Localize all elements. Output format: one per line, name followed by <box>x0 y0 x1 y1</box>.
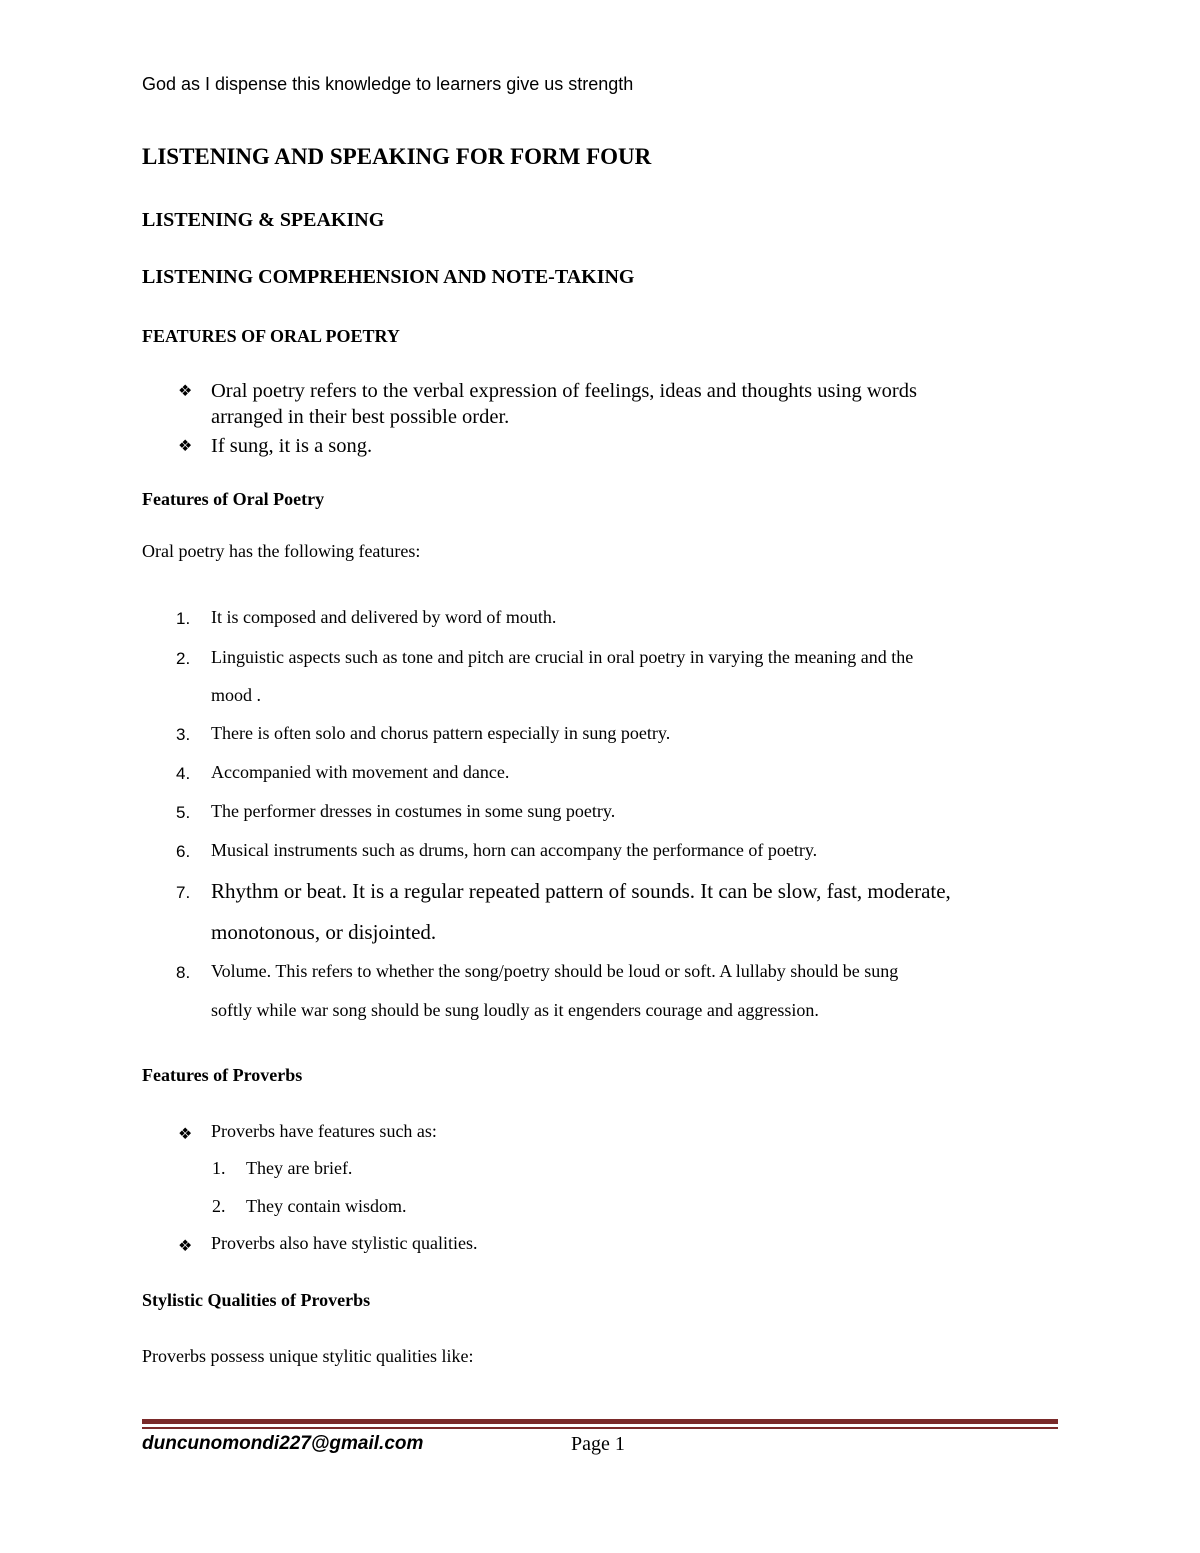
list-item: Linguistic aspects such as tone and pitch are crucial in oral poetry in varying the meaning and the <box>211 647 914 667</box>
features-heading: Features of Oral Poetry <box>142 489 325 509</box>
list-item: The performer dresses in costumes in some sung poetry. <box>211 801 616 821</box>
list-item: Proverbs have features such as: <box>211 1121 437 1141</box>
list-number: 7. <box>176 883 191 902</box>
list-item: Rhythm or beat. It is a regular repeated pattern of sounds. It can be slow, fast, moderate, <box>211 879 951 903</box>
subtitle-listening-comprehension: LISTENING COMPREHENSION AND NOTE-TAKING <box>142 266 635 288</box>
list-number: 6. <box>176 842 191 861</box>
list-number: 1. <box>212 1158 226 1178</box>
list-number: 8. <box>176 963 191 982</box>
list-item: There is often solo and chorus pattern especially in sung poetry. <box>211 723 671 743</box>
footer-divider-thick <box>142 1419 1058 1424</box>
page-number: Page 1 <box>571 1433 625 1455</box>
list-item: If sung, it is a song. <box>211 435 373 457</box>
list-item: It is composed and delivered by word of mouth. <box>211 607 557 627</box>
list-number: 1. <box>176 609 191 628</box>
list-number: 4. <box>176 764 191 783</box>
list-item: They are brief. <box>246 1158 353 1178</box>
list-item-continuation: arranged in their best possible order. <box>211 406 510 428</box>
list-number: 3. <box>176 725 191 744</box>
footer-email: duncunomondi227@gmail.com <box>142 1433 424 1454</box>
list-item: Oral poetry refers to the verbal expression of feelings, ideas and thoughts using words <box>211 380 917 402</box>
list-number: 2. <box>212 1196 226 1216</box>
section-heading-oral-poetry: FEATURES OF ORAL POETRY <box>142 326 400 346</box>
list-number: 5. <box>176 803 191 822</box>
list-item: Musical instruments such as drums, horn can accompany the performance of poetry. <box>211 840 818 860</box>
list-number: 2. <box>176 649 191 668</box>
list-item: Volume. This refers to whether the song/poetry should be loud or soft. A lullaby should be sung <box>211 961 899 981</box>
page-header: God as I dispense this knowledge to learners give us strength <box>142 74 634 94</box>
stylistic-heading: Stylistic Qualities of Proverbs <box>142 1290 371 1310</box>
footer-divider-thin <box>142 1427 1058 1429</box>
list-item-continuation: mood . <box>211 685 262 705</box>
main-title: LISTENING AND SPEAKING FOR FORM FOUR <box>142 144 652 169</box>
diamond-bullet-icon: ❖ <box>178 1238 193 1255</box>
diamond-bullet-icon: ❖ <box>178 383 193 400</box>
subtitle-listening-speaking: LISTENING & SPEAKING <box>142 209 385 231</box>
diamond-bullet-icon: ❖ <box>178 1126 193 1143</box>
stylistic-intro: Proverbs possess unique stylitic qualities like: <box>142 1346 474 1366</box>
features-intro: Oral poetry has the following features: <box>142 541 421 561</box>
proverbs-heading: Features of Proverbs <box>142 1065 303 1085</box>
list-item-continuation: softly while war song should be sung loudly as it engenders courage and aggression. <box>211 1000 819 1020</box>
list-item-continuation: monotonous, or disjointed. <box>211 920 437 944</box>
list-item: They contain wisdom. <box>246 1196 407 1216</box>
list-item: Accompanied with movement and dance. <box>211 762 510 782</box>
diamond-bullet-icon: ❖ <box>178 438 193 455</box>
list-item: Proverbs also have stylistic qualities. <box>211 1233 478 1253</box>
